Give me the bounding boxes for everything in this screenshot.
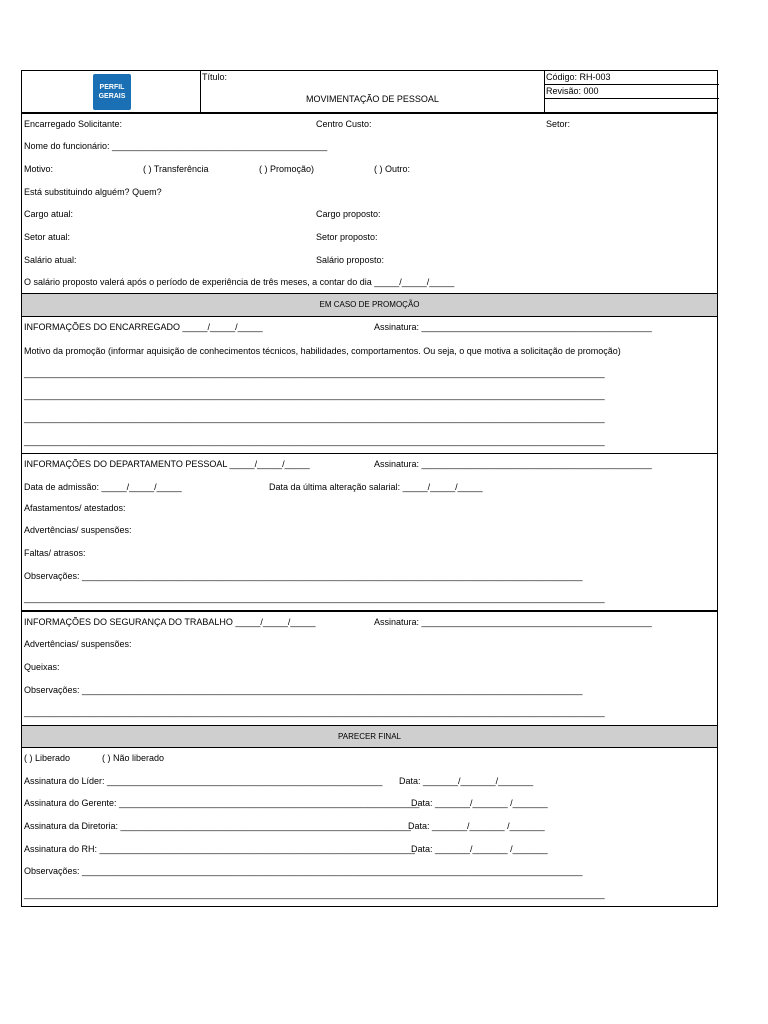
lider-data-field[interactable]: Data: _______/_______/_______ bbox=[399, 776, 534, 786]
motivo-blank-line-1[interactable]: ____________________________________________________________________________________________________________________ bbox=[24, 368, 605, 378]
faltas-field[interactable]: Faltas/ atrasos: bbox=[24, 548, 86, 558]
logo-line-2: GERAIS bbox=[98, 93, 126, 100]
form-sheet bbox=[21, 70, 718, 907]
section-divider-seguranca bbox=[22, 610, 717, 612]
motivo-blank-line-3[interactable]: ____________________________________________________________________________________________________________________ bbox=[24, 413, 605, 423]
seguranca-observacoes-field[interactable]: Observações: ____________________________________________________________________________________________________ bbox=[24, 685, 583, 695]
parecer-band: PARECER FINAL bbox=[22, 725, 717, 748]
motivo-label: Motivo: bbox=[24, 164, 54, 174]
logo-line-1: PERFIL bbox=[99, 84, 125, 91]
dp-assinatura-field[interactable]: Assinatura: ______________________________________________ bbox=[374, 459, 652, 469]
liberado-checkbox[interactable]: ( ) Liberado bbox=[24, 753, 71, 763]
salario-atual-field[interactable]: Salário atual: bbox=[24, 255, 77, 265]
encarregado-assinatura-field[interactable]: Assinatura: ______________________________________________ bbox=[374, 322, 652, 332]
ultima-alteracao-field[interactable]: Data da última alteração salarial: _____/_____/_____ bbox=[269, 482, 483, 492]
salario-nota-field[interactable]: O salário proposto valerá após o período de experiência de três meses, a contar do dia _____/_____/_____ bbox=[24, 277, 455, 287]
queixas-field[interactable]: Queixas: bbox=[24, 662, 60, 672]
promocao-checkbox[interactable]: ( ) Promoção) bbox=[259, 164, 315, 174]
rh-data-field[interactable]: Data: _______/_______ /_______ bbox=[411, 844, 548, 854]
revisao-label: Revisão: 000 bbox=[546, 86, 599, 96]
cargo-proposto-field[interactable]: Cargo proposto: bbox=[316, 209, 381, 219]
centro-custo-field[interactable]: Centro Custo: bbox=[316, 119, 372, 129]
assinatura-rh-field[interactable]: Assinatura do RH: _______________________________________________________________ bbox=[24, 844, 415, 854]
motivo-promocao-label: Motivo da promoção (informar aquisição de conhecimentos técnicos, habilidades, comportamentos. Ou seja, o que motiva a solicitação de promoção) bbox=[24, 346, 621, 356]
form-title: MOVIMENTAÇÃO DE PESSOAL bbox=[306, 94, 439, 104]
assinatura-diretoria-field[interactable]: Assinatura da Diretoria: __________________________________________________________ bbox=[24, 821, 411, 831]
section-divider-dp bbox=[22, 453, 717, 454]
assinatura-lider-field[interactable]: Assinatura do Líder: _______________________________________________________ bbox=[24, 776, 383, 786]
header-bottom-border bbox=[22, 112, 717, 114]
info-encarregado-field[interactable]: INFORMAÇÕES DO ENCARREGADO _____/_____/_____ bbox=[24, 322, 263, 332]
diretoria-data-field[interactable]: Data: _______/_______ /_______ bbox=[408, 821, 545, 831]
outro-checkbox[interactable]: ( ) Outro: bbox=[374, 164, 411, 174]
data-admissao-field[interactable]: Data de admissão: _____/_____/_____ bbox=[24, 482, 182, 492]
seguranca-assinatura-field[interactable]: Assinatura: ______________________________________________ bbox=[374, 617, 652, 627]
parecer-observacoes-field[interactable]: Observações: ____________________________________________________________________________________________________ bbox=[24, 866, 583, 876]
header-divider-right bbox=[544, 71, 545, 112]
setor-atual-field[interactable]: Setor atual: bbox=[24, 232, 71, 242]
dp-advertencias-field[interactable]: Advertências/ suspensões: bbox=[24, 525, 132, 535]
setor-proposto-field[interactable]: Setor proposto: bbox=[316, 232, 378, 242]
afastamentos-field[interactable]: Afastamentos/ atestados: bbox=[24, 503, 126, 513]
parecer-blank-line[interactable]: ____________________________________________________________________________________________________________________ bbox=[24, 889, 605, 899]
gerente-data-field[interactable]: Data: _______/_______ /_______ bbox=[411, 798, 548, 808]
titulo-label: Título: bbox=[202, 72, 228, 82]
nao-liberado-checkbox[interactable]: ( ) Não liberado bbox=[102, 753, 165, 763]
setor-field[interactable]: Setor: bbox=[546, 119, 571, 129]
seguranca-advertencias-field[interactable]: Advertências/ suspensões: bbox=[24, 639, 132, 649]
promocao-band: EM CASO DE PROMOÇÃO bbox=[22, 293, 717, 317]
dp-blank-line[interactable]: ____________________________________________________________________________________________________________________ bbox=[24, 593, 605, 603]
seguranca-blank-line[interactable]: ____________________________________________________________________________________________________________________ bbox=[24, 707, 605, 717]
info-dp-field[interactable]: INFORMAÇÕES DO DEPARTAMENTO PESSOAL _____/_____/_____ bbox=[24, 459, 310, 469]
motivo-blank-line-4[interactable]: ____________________________________________________________________________________________________________________ bbox=[24, 436, 605, 446]
header-cell-divider-2 bbox=[544, 98, 719, 99]
assinatura-gerente-field[interactable]: Assinatura do Gerente: ____________________________________________________________ bbox=[24, 798, 420, 808]
codigo-label: Código: RH-003 bbox=[546, 72, 611, 82]
company-logo bbox=[93, 74, 131, 110]
encarregado-field[interactable]: Encarregado Solicitante: bbox=[24, 119, 123, 129]
substituindo-field[interactable]: Está substituindo alguém? Quem? bbox=[24, 187, 162, 197]
cargo-atual-field[interactable]: Cargo atual: bbox=[24, 209, 74, 219]
nome-funcionario-field[interactable]: Nome do funcionário: ___________________________________________ bbox=[24, 141, 328, 151]
dp-observacoes-field[interactable]: Observações: ____________________________________________________________________________________________________ bbox=[24, 571, 583, 581]
motivo-blank-line-2[interactable]: ____________________________________________________________________________________________________________________ bbox=[24, 390, 605, 400]
salario-proposto-field[interactable]: Salário proposto: bbox=[316, 255, 385, 265]
header-divider-left bbox=[200, 71, 201, 112]
header-cell-divider-1 bbox=[544, 84, 719, 85]
info-seguranca-field[interactable]: INFORMAÇÕES DO SEGURANÇA DO TRABALHO _____/_____/_____ bbox=[24, 617, 316, 627]
transferencia-checkbox[interactable]: ( ) Transferência bbox=[143, 164, 209, 174]
